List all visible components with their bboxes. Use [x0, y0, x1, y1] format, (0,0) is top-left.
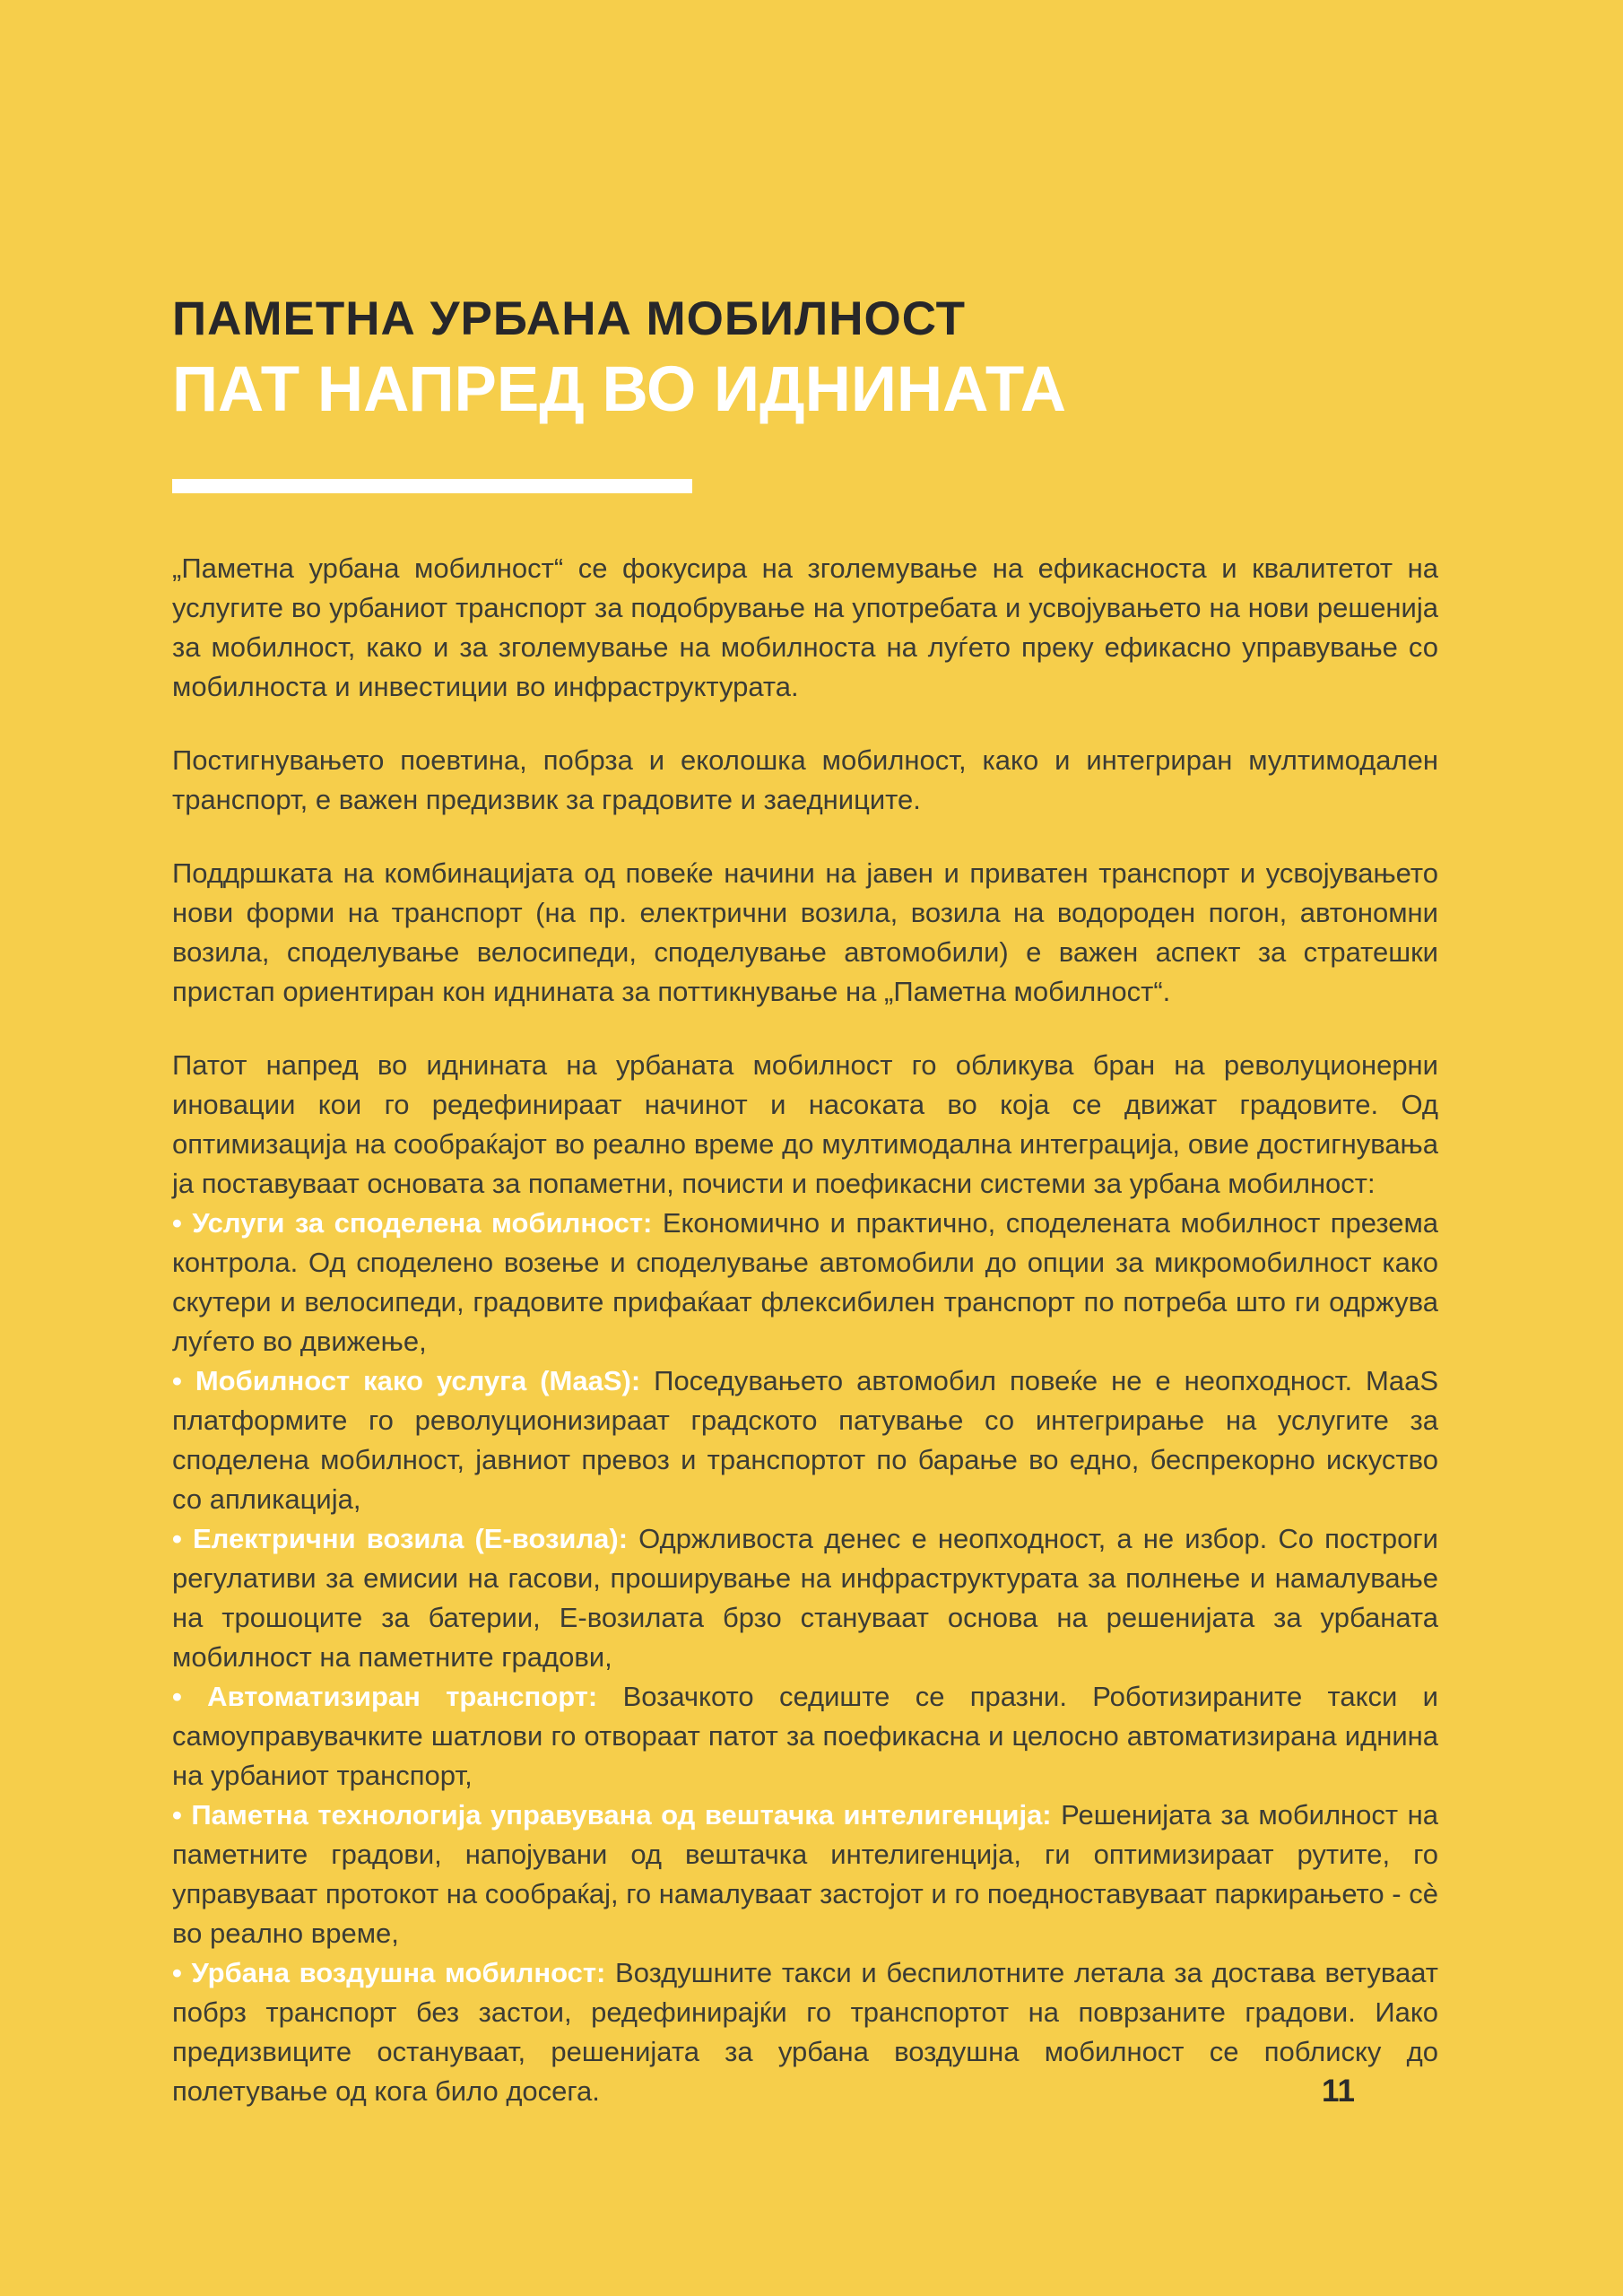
bullet-urban-air-mobility [172, 1953, 1438, 2111]
bullet-electric-vehicles [172, 1519, 1438, 1677]
body-copy [172, 549, 1438, 2111]
bullet-maas [172, 1361, 1438, 1519]
page-title: ПАТ НАПРЕД ВО ИДНИНАТА [172, 354, 1067, 425]
bullet-lead: • Паметна технологија управувана од вештачка интелигенција: [172, 1799, 1062, 1831]
page-number: 11 [1322, 2074, 1355, 2109]
bullet-text: Воздушните такси и беспилотните летала за достава ветуваат побрз транспорт без застои, редефинирајќи го транспортот на поврзаните градови. Иако предизвиците остануваат, решенијата за урбана воздушна мобилност се поблиску до полетување од кога било досега. [172, 1957, 1438, 2107]
bullet-ai-smart-tech [172, 1796, 1438, 1953]
paragraph-road-ahead: Патот напред во иднината на урбаната мобилност го обликува бран на револуционерни иновации кои го редефинираат начинот и насоката во која се движат градовите. Од оптимизација на сообраќајот во реално време до мултимодална интеграција, овие достигнувања ја поставуваат основата за попаметни, почисти и поефикасни системи за урбана мобилност: [172, 1049, 1438, 1199]
bullet-text: Економично и практично, споделената мобилност презема контрола. Од споделено возење и споделување автомобили до опции за микромобилност како скутери и велосипеди, градовите прифаќаат флексибилен транспорт по потреба што ги одржува луѓето во движење, [172, 1207, 1438, 1357]
bullet-lead: • Урбана воздушна мобилност: [172, 1957, 616, 1988]
bullet-lead: • Услуги за споделена мобилност: [172, 1207, 663, 1239]
paragraph-challenge: Постигнувањето поевтина, побрза и еколошка мобилност, како и интегриран мултимодален транспорт, е важен предизвик за градовите и заедниците. [172, 744, 1438, 815]
paragraph-intro: „Паметна урбана мобилност“ се фокусира на зголемување на ефикасноста и квалитетот на услугите во урбаниот транспорт за подобрување на употребата и усвојувањето на нови решенија за мобилност, како и за зголемување на мобилноста на луѓето преку ефикасно управување со мобилноста и инвестиции во инфраструктурата. [172, 552, 1438, 702]
bullet-automated-transport [172, 1677, 1438, 1796]
bullet-lead: • Мобилност како услуга (MaaS): [172, 1365, 655, 1396]
bullet-text: Одржливоста денес е неопходност, а не избор. Со построги регулативи за емисии на гасови, проширување на инфраструктурата за полнење и намалување на трошоците за батерии, Е-возилата брзо стануваат основа на решенијата за урбаната мобилност на паметните градови, [172, 1523, 1438, 1673]
bullet-lead: • Автоматизиран транспорт: [172, 1681, 623, 1712]
bullet-lead: • Електрични возила (Е-возила): [172, 1523, 639, 1554]
bullet-text: Возачкото седиште се празни. Роботизираните такси и самоуправувачките шатлови го отвораат патот за поефикасна и целосно автоматизирана иднина на урбаниот транспорт, [172, 1681, 1438, 1791]
bullet-shared-mobility [172, 1204, 1438, 1361]
bullet-text: Поседувањето автомобил повеќе не е неопходност. MaaS платформите го револуционизираат градското патување со интегрирање на услугите за споделена мобилност, јавниот превоз и транспортот по барање во едно, беспрекорно искуство со апликација, [172, 1365, 1438, 1515]
title-underline [172, 479, 692, 493]
page-content [172, 292, 1438, 2111]
bullet-text: Решенијата за мобилност на паметните градови, напојувани од вештачка интелигенција, ги оптимизираат рутите, го управуваат протокот на сообраќај, го намалуваат застојот и го поедноставуваат паркирањето - сè во реално време, [172, 1799, 1438, 1949]
paragraph-support: Поддршката на комбинацијата од повеќе начини на јавен и приватен транспорт и усвојувањето нови форми на транспорт (на пр. електрични возила, возила на водороден погон, автономни возила, споделување велосипеди, споделување автомобили) е важен аспект за стратешки пристап ориентиран кон иднината за поттикнување на „Паметна мобилност“. [172, 857, 1438, 1007]
page-kicker: ПАМЕТНА УРБАНА МОБИЛНОСТ [172, 292, 967, 345]
